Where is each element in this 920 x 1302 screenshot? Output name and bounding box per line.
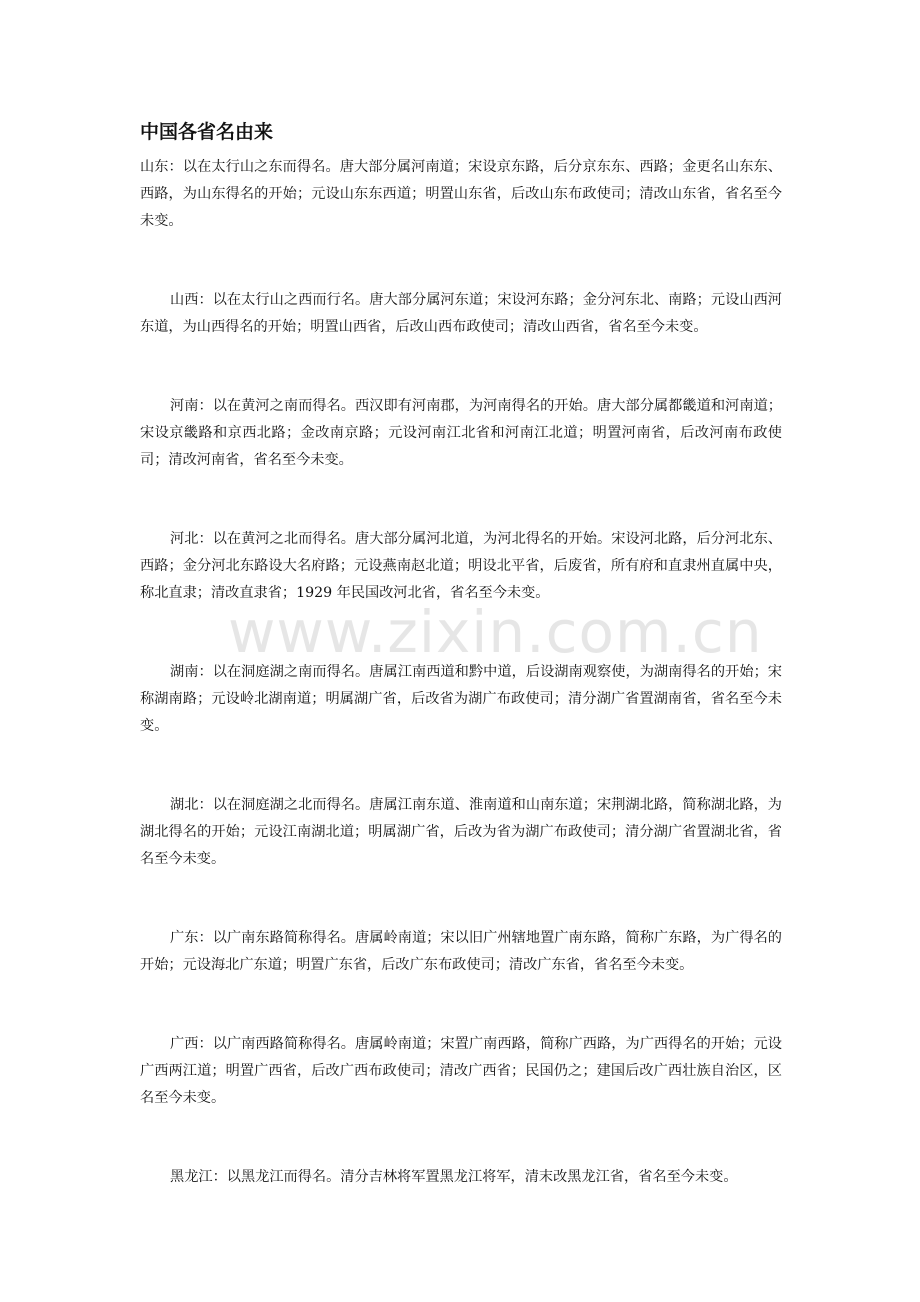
paragraph-gap [140, 607, 782, 659]
paragraph-henan: 河南：以在黄河之南而得名。西汉即有河南郡，为河南得名的开始。唐大部分属都畿道和河南道；宋设京畿路和京西北路；金改南京路；元设河南江北省和河南江北道；明置河南省，后改河南布政使司；清改河南省，省名至今未变。 [140, 398, 782, 468]
paragraph-gap [140, 873, 782, 925]
paragraph-gap [140, 1112, 782, 1164]
paragraph-gap [140, 235, 782, 287]
paragraph-guangxi: 广西：以广南西路简称得名。唐属岭南道；宋置广南西路，简称广西路，为广西得名的开始；元设广西两江道；明置广西省，后改广西布政使司；清改广西省；民国仍之；建国后改广西壮族自治区，区名至今未变。 [140, 1036, 782, 1106]
paragraph-gap [140, 341, 782, 393]
paragraph-hunan: 湖南：以在洞庭湖之南而得名。唐属江南西道和黔中道，后设湖南观察使，为湖南得名的开始；宋称湖南路；元设岭北湖南道；明属湖广省，后改省为湖广布政使司；清分湖广省置湖南省，省名至今未变。 [140, 664, 782, 734]
paragraph-gap [140, 740, 782, 792]
paragraph-shandong: 山东：以在太行山之东而得名。唐大部分属河南道；宋设京东路，后分京东东、西路；金更名山东东、西路，为山东得名的开始；元设山东东西道；明置山东省，后改山东布政使司；清改山东省，省名至今未变。 [140, 159, 782, 229]
document-page [140, 118, 782, 1191]
paragraph-guangdong: 广东：以广南东路简称得名。唐属岭南道；宋以旧广州辖地置广南东路，简称广东路，为广得名的开始；元设海北广东道；明置广东省，后改广东布政使司；清改广东省，省名至今未变。 [140, 930, 782, 973]
paragraph-gap [140, 979, 782, 1031]
paragraph-shanxi: 山西：以在太行山之西而行名。唐大部分属河东道；宋设河东路；金分河东北、南路；元设山西河东道，为山西得名的开始；明置山西省，后改山西布政使司；清改山西省，省名至今未变。 [140, 292, 782, 335]
paragraph-gap [140, 474, 782, 526]
document-title: 中国各省名由来 [140, 121, 274, 143]
paragraph-hebei: 河北：以在黄河之北而得名。唐大部分属河北道，为河北得名的开始。宋设河北路，后分河北东、西路；金分河北东路设大名府路；元设燕南赵北道；明设北平省，后废省，所有府和直隶州直属中央，称北直隶；清改直隶省；1929 年民国改河北省，省名至今未变。 [140, 531, 782, 601]
paragraph-heilongjiang: 黑龙江：以黑龙江而得名。清分吉林将军置黑龙江将军，清末改黑龙江省，省名至今未变。 [170, 1169, 738, 1185]
paragraph-hubei: 湖北：以在洞庭湖之北而得名。唐属江南东道、淮南道和山南东道；宋荆湖北路，简称湖北路，为湖北得名的开始；元设江南湖北道；明属湖广省，后改为省为湖广布政使司；清分湖广省置湖北省，省名至今未变。 [140, 797, 782, 867]
watermark: www.zixin.com.cn [228, 598, 763, 666]
